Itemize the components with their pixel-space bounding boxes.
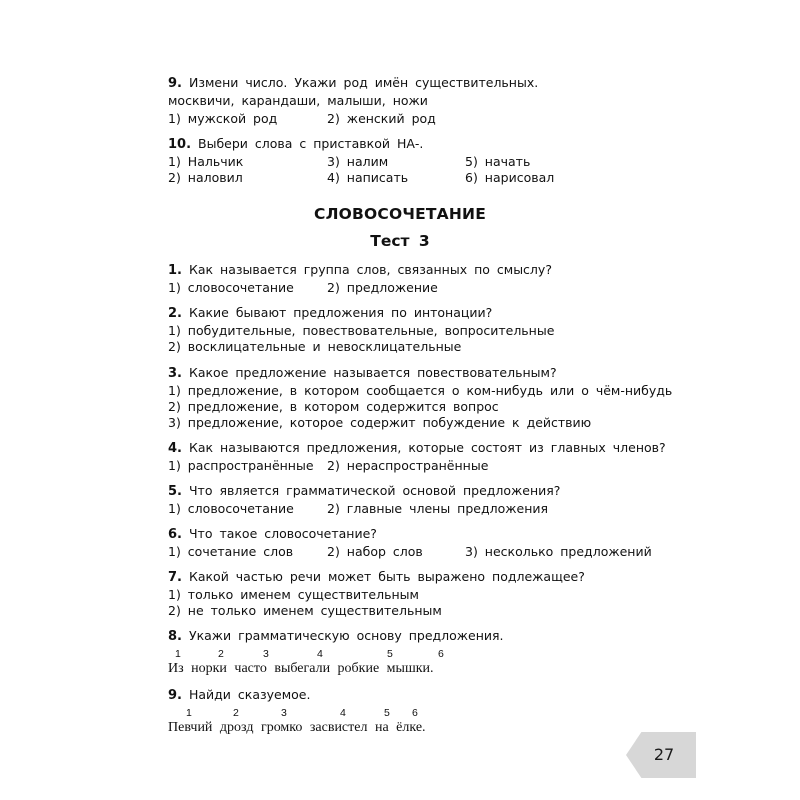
answer-option: 1) предложение, в котором сообщается о ком-нибудь или о чём-нибудь [168, 383, 673, 398]
question-1-prompt [168, 262, 552, 279]
question-number: 7. [168, 570, 182, 585]
page-number: 27 [653, 745, 675, 764]
word-marker: 2 [233, 707, 239, 719]
question-5-prompt [168, 483, 560, 500]
word-marker: 1 [186, 707, 192, 719]
word-marker: 5 [384, 707, 390, 719]
question-9-prompt [168, 75, 538, 92]
answer-option: 6) нарисовал [465, 170, 555, 185]
answer-option: 1) мужской род [168, 111, 278, 126]
answer-option: 2) не только именем существительным [168, 603, 442, 618]
section-title: СЛОВОСОЧЕТАНИЕ [314, 205, 486, 223]
question-text: Измени число. Укажи род имён существительных. [188, 75, 539, 90]
question-number: 2. [168, 306, 182, 321]
question-8-sentence: Из норки часто выбегали робкие мышки. [168, 661, 434, 676]
question-3-prompt [168, 365, 557, 382]
question-number: 6. [168, 527, 182, 542]
question-7-prompt [168, 569, 585, 586]
answer-option: 1) сочетание слов [168, 544, 294, 559]
answer-option: 1) только именем существительным [168, 587, 419, 602]
question-number: 1. [168, 263, 182, 278]
answer-option: 3) несколько предложений [465, 544, 652, 559]
word-marker: 2 [218, 648, 224, 660]
question-text: Найди сказуемое. [188, 687, 311, 702]
question-number: 5. [168, 484, 182, 499]
question-text: Какой частью речи может быть выражено подлежащее? [188, 569, 585, 584]
question-text: Как называется группа слов, связанных по смыслу? [188, 262, 552, 277]
question-number: 4. [168, 441, 182, 456]
word-marker: 4 [317, 648, 323, 660]
answer-option: 2) главные члены предложения [327, 501, 549, 516]
word-marker: 3 [263, 648, 269, 660]
answer-option: 2) восклицательные и невосклицательные [168, 339, 462, 354]
answer-option: 1) распространённые [168, 458, 314, 473]
question-number: 9. [168, 688, 182, 703]
answer-option: 3) предложение, которое содержит побуждение к действию [168, 415, 592, 430]
question-number: 10. [168, 137, 192, 152]
question-text: Какое предложение называется повествовательным? [188, 365, 557, 380]
answer-option: 2) предложение, в котором содержится вопрос [168, 399, 499, 414]
question-number: 9. [168, 76, 182, 91]
answer-option: 2) наловил [168, 170, 243, 185]
test-title: Тест 3 [370, 232, 430, 250]
question-9-prompt [168, 687, 310, 704]
answer-option: 2) женский род [327, 111, 436, 126]
word-marker: 1 [175, 648, 181, 660]
question-6-prompt [168, 526, 377, 543]
question-text: Что такое словосочетание? [188, 526, 377, 541]
answer-option: 4) написать [327, 170, 409, 185]
question-number: 8. [168, 629, 182, 644]
question-9-words: москвичи, карандаши, малыши, ножи [168, 93, 428, 108]
question-text: Что является грамматической основой предложения? [188, 483, 561, 498]
word-marker: 6 [438, 648, 444, 660]
word-marker: 3 [281, 707, 287, 719]
answer-option: 1) словосочетание [168, 280, 294, 295]
word-marker: 4 [340, 707, 346, 719]
answer-option: 1) словосочетание [168, 501, 294, 516]
question-text: Как называются предложения, которые состоят из главных членов? [188, 440, 666, 455]
question-9-sentence: Певчий дрозд громко засвистел на ёлке. [168, 720, 426, 735]
answer-option: 3) налим [327, 154, 389, 169]
answer-option: 2) нераспространённые [327, 458, 489, 473]
answer-option: 5) начать [465, 154, 531, 169]
answer-option: 1) побудительные, повествовательные, вопросительные [168, 323, 555, 338]
answer-option: 1) Нальчик [168, 154, 244, 169]
question-text: Выбери слова с приставкой НА-. [198, 136, 424, 151]
answer-option: 2) предложение [327, 280, 438, 295]
question-2-prompt [168, 305, 492, 322]
question-4-prompt [168, 440, 666, 457]
question-text: Какие бывают предложения по интонации? [188, 305, 493, 320]
question-text: Укажи грамматическую основу предложения. [188, 628, 504, 643]
word-marker: 6 [412, 707, 418, 719]
answer-option: 2) набор слов [327, 544, 423, 559]
word-marker: 5 [387, 648, 393, 660]
question-8-prompt [168, 628, 504, 645]
question-number: 3. [168, 366, 182, 381]
question-10-prompt [168, 136, 423, 153]
